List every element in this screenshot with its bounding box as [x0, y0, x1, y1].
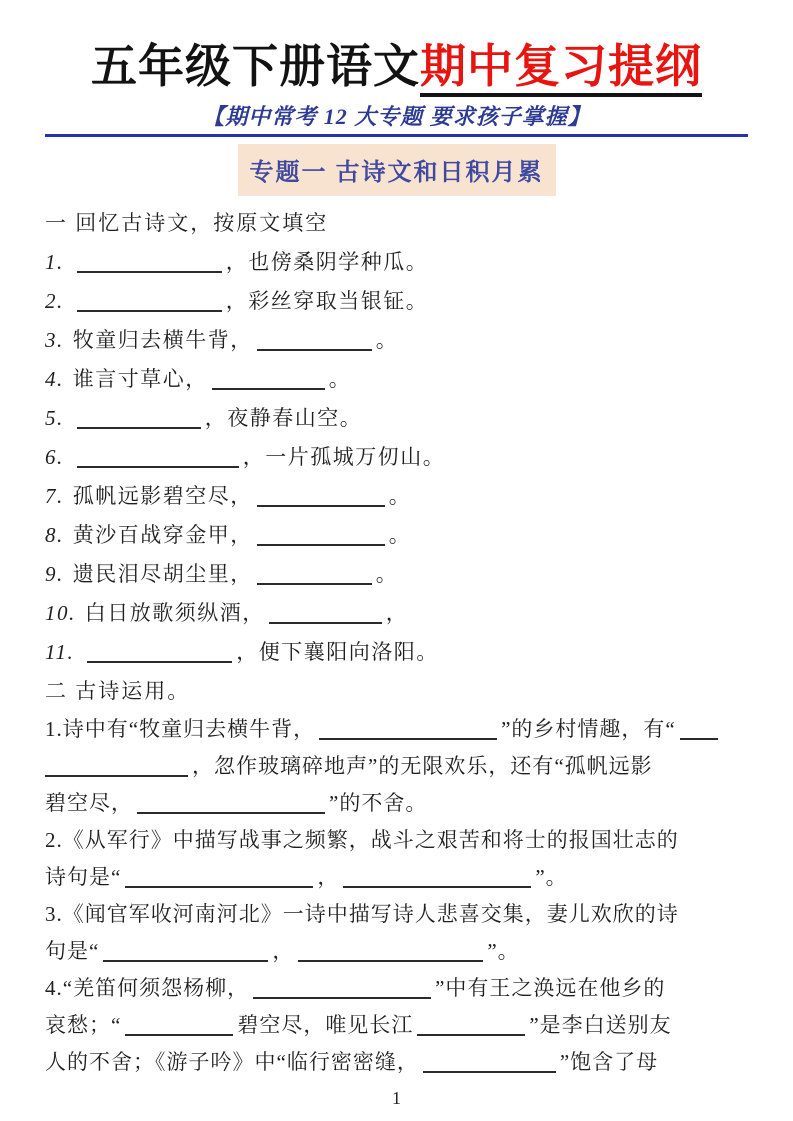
section1-heading: 一 回忆古诗文，按原文填空 [45, 211, 329, 235]
question-line-8 [45, 516, 748, 555]
question-line-9 [45, 555, 748, 594]
blank-line [257, 331, 372, 351]
question-text: 谁言寸草心， [72, 367, 208, 391]
question-text: 牧童归去横牛背， [72, 328, 253, 352]
blank-line [77, 448, 239, 468]
question-text: 。 [375, 328, 399, 352]
blank-line [257, 487, 385, 507]
blank-line [125, 868, 313, 888]
question-number: 9. [45, 562, 64, 586]
paragraph-text: ”中有王之涣远在他乡的 [435, 976, 666, 1000]
paragraph-text: ”的乡村情趣，有“ [501, 717, 676, 741]
section2-heading: 二 古诗运用。 [45, 679, 191, 703]
paragraph-text: ， [317, 865, 340, 889]
blank-line [77, 409, 201, 429]
blank-line [103, 942, 268, 962]
blank-line [77, 253, 222, 273]
paragraph-text: 哀愁；“ [45, 1013, 122, 1037]
divider-rule [45, 134, 748, 137]
page-title [45, 34, 748, 100]
paragraph-text: ”。 [487, 939, 520, 963]
question-number: 6. [45, 445, 64, 469]
question-text: ，一片孤城万仞山。 [242, 445, 446, 469]
paragraph-text: ，忽作玻璃碎地声”的无限欢乐，还有“孤帆远影 [192, 754, 653, 778]
paragraph-text: ”是李白送别友 [529, 1013, 672, 1037]
blank-line [45, 757, 188, 777]
question-line-1 [45, 243, 748, 282]
paragraph-text: 碧空尽， [45, 791, 133, 815]
question-number: 3. [45, 328, 64, 352]
question-line-7 [45, 477, 748, 516]
blank-line [298, 942, 483, 962]
paragraph-text: ”的不舍。 [329, 791, 428, 815]
blank-line [319, 720, 497, 740]
paragraph3-line2 [45, 933, 748, 970]
section-banner: 专题一 古诗文和日积月累 [238, 144, 556, 196]
blank-line [423, 1053, 556, 1073]
question-line-4 [45, 360, 748, 399]
question-text: ，夜静春山空。 [204, 406, 363, 430]
blank-line [269, 604, 382, 624]
paragraph-text: 碧空尽，唯见长江 [237, 1013, 414, 1037]
paragraph-text: ”饱含了母 [559, 1050, 659, 1074]
question-number: 5. [45, 406, 64, 430]
paragraph-text: 句是“ [45, 939, 100, 963]
blank-line [87, 643, 232, 663]
paragraph-text: 1.诗中有“牧童归去横牛背， [45, 717, 316, 741]
question-text: 。 [328, 367, 352, 391]
blank-line [257, 526, 385, 546]
blank-line [77, 292, 222, 312]
question-number: 8. [45, 523, 64, 547]
paragraph2-line1 [45, 822, 748, 859]
question-text: 。 [388, 523, 412, 547]
paragraph-text: 3.《闻官军收河南河北》一诗中描写诗人悲喜交集，妻儿欢欣的诗 [45, 902, 679, 926]
question-text: 遗民泪尽胡尘里， [72, 562, 253, 586]
paragraph1-line3 [45, 785, 748, 822]
page-subtitle: 【期中常考 12 大专题 要求孩子掌握】 [202, 104, 591, 129]
blank-line [417, 1016, 525, 1036]
page-title-black-part: 五年级下册语文 [91, 41, 420, 92]
paragraph4-line2 [45, 1007, 748, 1044]
blank-line [680, 720, 718, 740]
question-line-11 [45, 633, 748, 672]
question-line-6 [45, 438, 748, 477]
question-number: 1. [45, 250, 64, 274]
blank-line [343, 868, 531, 888]
blank-line [257, 565, 372, 585]
paragraph-text: ， [272, 939, 295, 963]
paragraph-text: ”。 [535, 865, 568, 889]
question-line-5 [45, 399, 748, 438]
paragraph-text: 诗句是“ [45, 865, 122, 889]
question-text: ，便下襄阳向洛阳。 [236, 640, 439, 664]
paragraph1-line2 [45, 748, 748, 785]
question-number: 10. [45, 601, 76, 625]
question-number: 7. [45, 484, 64, 508]
question-text: ，彩丝穿取当银钲。 [225, 289, 429, 313]
question-text: ，也傍桑阴学种瓜。 [225, 250, 429, 274]
question-line-10 [45, 594, 748, 633]
page-number: 1 [392, 1088, 401, 1108]
question-text: 孤帆远影碧空尽， [72, 484, 253, 508]
paragraph-text: 2.《从军行》中描写战事之频繁，战斗之艰苦和将士的报国壮志的 [45, 828, 679, 852]
paragraph4-line1 [45, 970, 748, 1007]
question-text: 。 [375, 562, 399, 586]
paragraph4-line3 [45, 1044, 748, 1081]
question-text: 黄沙百战穿金甲， [72, 523, 253, 547]
paragraph-text: 人的不舍；《游子吟》中“临行密密缝， [45, 1050, 419, 1074]
paragraph3-line1 [45, 896, 748, 933]
question-text: 白日放歌须纵酒， [84, 601, 265, 625]
question-text: ， [385, 601, 409, 625]
question-line-2 [45, 282, 748, 321]
blank-line [212, 370, 325, 390]
question-number: 2. [45, 289, 64, 313]
paragraph1-line1 [45, 711, 748, 748]
question-line-3 [45, 321, 748, 360]
paragraph-text: 4.“羌笛何须怨杨柳， [45, 976, 250, 1000]
blank-line [253, 979, 431, 999]
page-title-red-part: 期中复习提纲 [420, 41, 702, 97]
blank-line [137, 794, 325, 814]
question-number: 4. [45, 367, 64, 391]
question-number: 11. [45, 640, 75, 664]
question-text: 。 [388, 484, 412, 508]
paragraph2-line2 [45, 859, 748, 896]
blank-line [125, 1016, 233, 1036]
